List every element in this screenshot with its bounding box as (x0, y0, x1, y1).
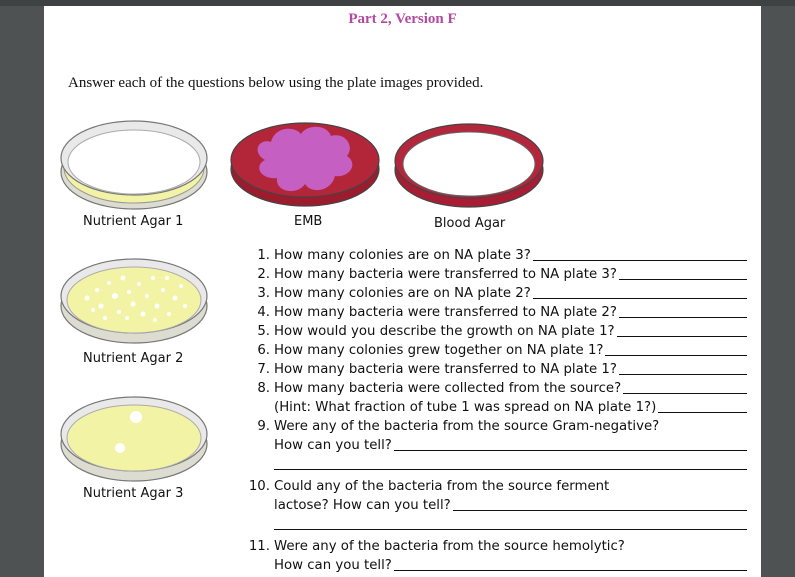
question-8-hint: (Hint: What fraction of tube 1 was spread on NA plate 1?) (247, 398, 747, 417)
nutrient-agar-3-plate (57, 386, 211, 486)
colony-dot (130, 411, 142, 423)
answer-line (617, 322, 747, 337)
question-11-line2: How can you tell? (247, 556, 747, 575)
answer-line (533, 284, 747, 299)
question-7: 7. How many bacteria were transferred to NA plate 1? (247, 360, 747, 379)
question-3: 3. How many colonies are on NA plate 2? (247, 284, 747, 303)
answer-line (619, 265, 747, 280)
question-9: 9. Were any of the bacteria from the source Gram-negative? (257, 419, 660, 434)
answer-line (658, 398, 747, 413)
question-9-line2: How can you tell? (247, 436, 747, 455)
answer-line (623, 379, 747, 394)
question-10-line2: lactose? How can you tell? (247, 496, 747, 515)
question-2: 2. How many bacteria were transferred to NA plate 3? (247, 265, 747, 284)
emb-label: EMB (294, 214, 323, 229)
nutrient-agar-3-label: Nutrient Agar 3 (83, 486, 184, 501)
instructions-text: Answer each of the questions below using the plate images provided. (68, 75, 484, 91)
nutrient-agar-1-plate (57, 112, 211, 212)
nutrient-agar-2-label: Nutrient Agar 2 (83, 351, 184, 366)
question-1: 1. How many colonies are on NA plate 3? (247, 246, 747, 265)
blood-agar-label: Blood Agar (434, 216, 506, 231)
question-11: 11. Were any of the bacteria from the source hemolytic? (248, 539, 625, 554)
answer-line (394, 556, 747, 571)
answer-line (394, 436, 747, 451)
blood-agar-plate (389, 112, 549, 212)
emb-plate (227, 112, 387, 212)
question-list (247, 246, 747, 575)
answer-line (605, 341, 747, 356)
answer-line (533, 246, 747, 261)
question-5: 5. How would you describe the growth on NA plate 1? (247, 322, 747, 341)
question-10: 10. Could any of the bacteria from the source ferment (248, 479, 610, 494)
nutrient-agar-1-label: Nutrient Agar 1 (83, 214, 184, 229)
answer-line (619, 360, 747, 375)
question-8: 8. How many bacteria were collected from the source? (247, 379, 747, 398)
nutrient-agar-2-plate (57, 248, 211, 348)
question-4: 4. How many bacteria were transferred to NA plate 2? (247, 303, 747, 322)
document-page (44, 6, 761, 577)
question-6: 6. How many colonies grew together on NA plate 1? (247, 341, 747, 360)
answer-line (619, 303, 747, 318)
part-title: Part 2, Version F (348, 11, 457, 27)
answer-line (453, 496, 747, 511)
colony-dot (115, 443, 125, 453)
